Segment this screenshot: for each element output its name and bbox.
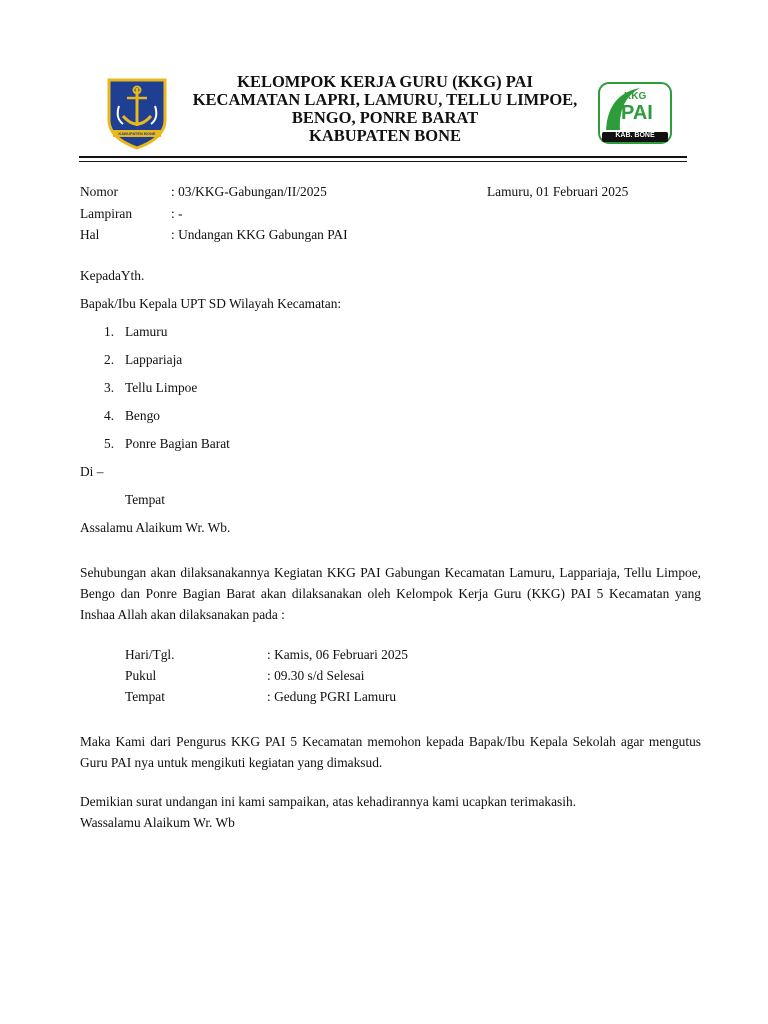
list-item: Lamuru	[125, 324, 168, 339]
detail-label: Tempat	[125, 689, 165, 704]
detail-value: : 09.30 s/d Selesai	[267, 668, 365, 683]
list-item-number: 5.	[104, 436, 115, 451]
hal-value: : Undangan KKG Gabungan PAI	[171, 227, 348, 242]
nomor-value: : 03/KKG-Gabungan/II/2025	[171, 184, 327, 199]
lampiran-label: Lampiran	[80, 206, 133, 221]
detail-label: Hari/Tgl.	[125, 647, 175, 662]
opening-salam: Assalamu Alaikum Wr. Wb.	[80, 520, 231, 535]
detail-label: Pukul	[125, 668, 157, 683]
place-date: Lamuru, 01 Februari 2025	[487, 184, 629, 199]
di-label: Di –	[80, 464, 104, 479]
kkg-logo-bottom-text: KAB. BONE	[615, 132, 655, 139]
list-item-number: 2.	[104, 352, 115, 367]
closing-salam: Wassalamu Alaikum Wr. Wb	[80, 815, 235, 830]
list-item: Tellu Limpoe	[125, 380, 198, 395]
header-divider-thin	[79, 161, 687, 162]
letterhead-line-3: BENGO, PONRE BARAT	[291, 108, 479, 127]
list-item-number: 4.	[104, 408, 115, 423]
header-divider-thick	[79, 156, 687, 158]
kkg-logo-top-text: KKG	[624, 91, 647, 102]
closing-line: Demikian surat undangan ini kami sampaikan, atas kehadirannya kami ucapkan terimakasih.	[80, 794, 577, 809]
letterhead-line-1: KELOMPOK KERJA GURU (KKG) PAI	[237, 72, 533, 91]
body-paragraph-2: Maka Kami dari Pengurus KKG PAI 5 Kecamatan memohon kepada Bapak/Ibu Kepala Sekolah agar mengutus Guru PAI nya untuk mengikuti kegiatan yang dimaksud.	[80, 734, 701, 770]
kkg-pai-logo	[598, 82, 672, 144]
recipient-greeting: KepadaYth.	[80, 268, 145, 283]
body-paragraph-1: Sehubungan akan dilaksanakannya Kegiatan KKG PAI Gabungan Kecamatan Lamuru, Lappariaja, Tellu Limpoe, Bengo dan Ponre Bagian Barat akan dilaksanakan oleh Kelompok Kerja Guru (KKG) PAI 5 Kecamatan yang Inshaa Allah akan dilaksanakan pada :	[80, 565, 701, 622]
list-item-number: 1.	[104, 324, 115, 339]
hal-label: Hal	[80, 227, 100, 242]
detail-value: : Kamis, 06 Februari 2025	[267, 647, 408, 662]
detail-value: : Gedung PGRI Lamuru	[267, 689, 397, 704]
list-item-number: 3.	[104, 380, 115, 395]
list-item: Lappariaja	[125, 352, 183, 367]
letterhead-line-2: KECAMATAN LAPRI, LAMURU, TELLU LIMPOE,	[192, 90, 578, 109]
kkg-logo-main-text: PAI	[621, 102, 653, 124]
nomor-label: Nomor	[80, 184, 118, 199]
list-item: Ponre Bagian Barat	[125, 436, 230, 451]
list-item: Bengo	[125, 408, 160, 423]
lampiran-value: : -	[171, 206, 183, 221]
emblem-caption: KABUPATEN BONE	[118, 131, 156, 136]
letterhead-title	[160, 73, 610, 145]
letterhead-line-4: KABUPATEN BONE	[308, 126, 462, 145]
tempat-label: Tempat	[125, 492, 165, 507]
recipient-line: Bapak/Ibu Kepala UPT SD Wilayah Kecamatan:	[80, 296, 342, 311]
